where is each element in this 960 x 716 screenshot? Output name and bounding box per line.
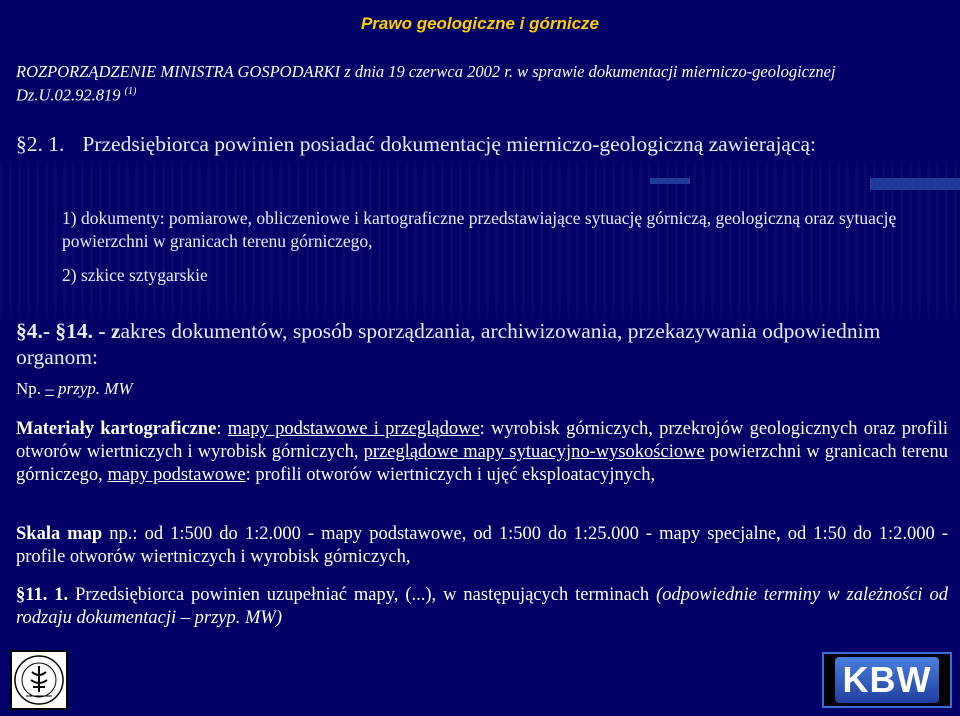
materials-colon: : (216, 419, 222, 439)
section-2-number: §2. 1. (16, 132, 65, 156)
materials-paragraph (16, 418, 948, 487)
scale-paragraph (16, 523, 948, 569)
item-1-text: 1) dokumenty: pomiarowe, obliczeniowe i kartograficzne przedstawiające sytuację górniczą, geologiczną oraz sytuację powierzchni w granicach terenu górniczego, (62, 208, 897, 251)
materials-text-3: : profili otworów wiertniczych i ujęć eksploatacyjnych, (245, 465, 656, 485)
note-np: Np. (16, 379, 42, 398)
section-11-paragraph (16, 584, 948, 630)
section-4-14-number: §4.- §14. (16, 319, 94, 343)
kbw-logo-text: KBW (835, 657, 940, 703)
materials-text-2: powierzchni w granicach terenu górniczego, (16, 442, 948, 485)
item-2: 2) szkice sztygarskie (62, 265, 208, 285)
section-2-text: Przedsiębiorca powinien posiadać dokumentację mierniczo-geologiczną zawierającą: (82, 132, 817, 156)
section-11-number: §11. 1. (16, 585, 69, 605)
scale-label: Skala map (16, 524, 103, 544)
materials-term-2: przeglądowe mapy sytuacyjno-wysokościowe (363, 442, 705, 462)
editor-note (16, 379, 133, 399)
background-bar-2 (650, 178, 690, 184)
regulation-journal-ref: Dz.U.02.92.819 (16, 85, 121, 105)
background-bar-1 (870, 178, 960, 190)
note-text: przyp. MW (58, 379, 133, 398)
regulation-reference (16, 62, 946, 106)
materials-label: Materiały kartograficzne (16, 419, 217, 439)
scale-text: np.: od 1:500 do 1:2.000 - mapy podstawowe, od 1:500 do 1:25.000 - mapy specjalne, od 1:50 do 1:2.000 - profile otworów wiertniczych i wyrobisk górniczych, (16, 524, 948, 567)
footnote-marker: (1) (124, 86, 137, 97)
note-comment (45, 379, 132, 398)
kbw-logo (822, 652, 952, 708)
materials-term-1: mapy podstawowe i przeglądowe (227, 419, 480, 439)
section-4-14-paragraph (16, 318, 948, 370)
section-11-text: Przedsiębiorca powinien uzupełniać mapy, (...), w następujących terminach (68, 585, 657, 605)
page-header-title: Prawo geologiczne i górnicze (360, 14, 600, 33)
regulation-journal (16, 82, 946, 106)
section-4-14-text: akres dokumentów, sposób sporządzania, archiwizowania, przekazywania odpowiednim organom: (16, 319, 881, 369)
section-11-note: (odpowiednie terminy w zależności od rodzaju dokumentacji – przyp. MW) (16, 585, 949, 628)
regulation-title: ROZPORZĄDZENIE MINISTRA GOSPODARKI z dnia 19 czerwca 2002 r. w sprawie dokumentacji mierniczo-geologicznej (16, 62, 836, 81)
academy-logo (10, 650, 68, 710)
section-4-14-dash: - z (98, 319, 121, 343)
materials-text-1: : wyrobisk górniczych, przekrojów geologicznych oraz profili otworów wiertniczych i wyrobisk górniczych, (16, 419, 949, 462)
materials-term-3: mapy podstawowe (107, 465, 246, 485)
academy-emblem-icon (12, 652, 66, 708)
item-1 (62, 207, 948, 253)
note-dash: – (45, 379, 54, 398)
section-2-paragraph (16, 131, 948, 157)
